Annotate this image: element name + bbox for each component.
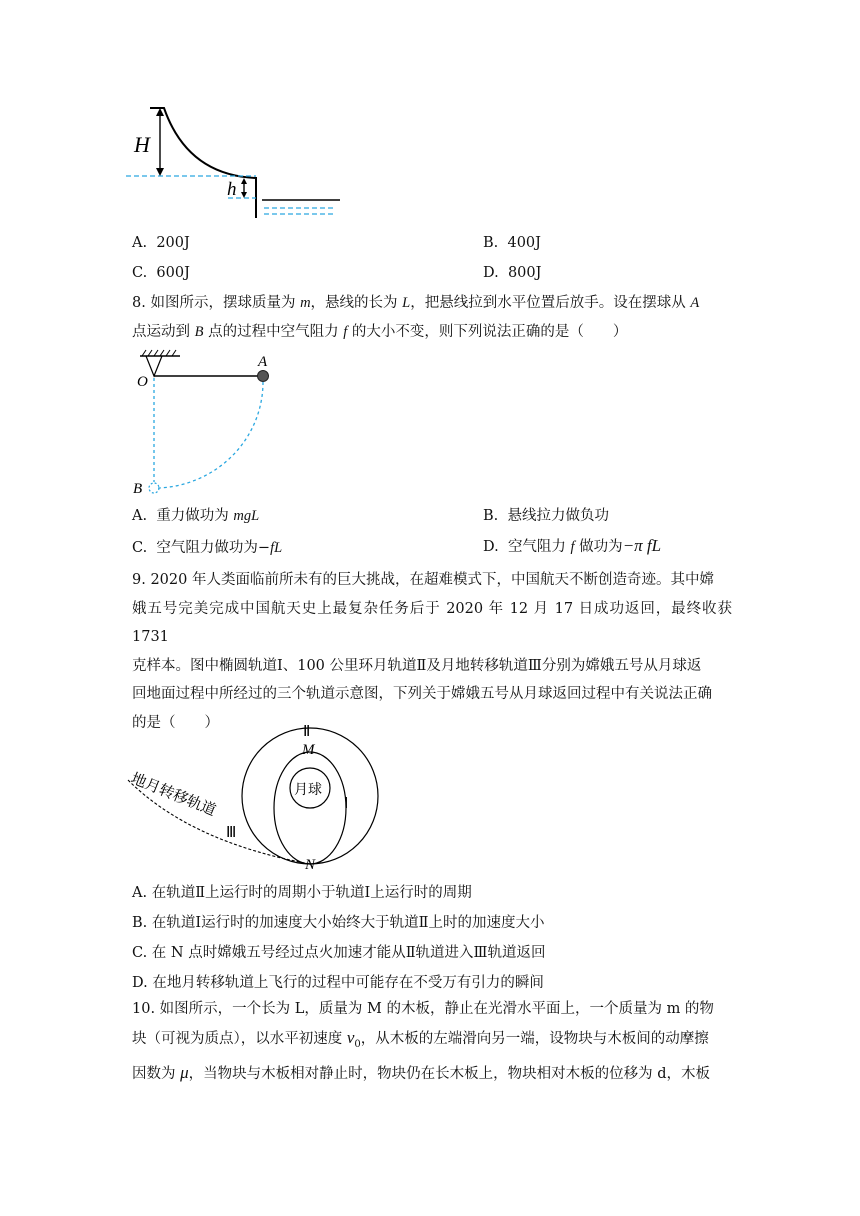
q7-option-c[interactable]: C. 600J <box>132 265 190 281</box>
label-M: M <box>302 742 315 758</box>
ball-at-B <box>149 483 159 493</box>
q9-option-a[interactable]: A. 在轨道Ⅱ上运行时的周期小于轨道Ⅰ上运行时的周期 <box>132 885 472 901</box>
q10-stem: 10. 如图所示，一个长为 L，质量为 M 的木板，静止在光滑水平面上，一个质量为 m 的物 块（可视为质点），以水平初速度 $v_0$，从木板的左端滑向另一端，设物块与木板间的动摩擦 因数为 μ，当物块与木板相对静止时，物块仍在长木板上，物块相对木板的位移为 d，木板 <box>132 1001 714 1082</box>
moon-label: 月球 <box>294 783 322 798</box>
transfer-orbit-label: 地月转移轨道 <box>128 770 218 820</box>
label-h: h <box>227 179 237 200</box>
label-N: N <box>305 857 316 873</box>
label-B: B <box>133 481 143 497</box>
q8-option-c[interactable]: C. 空气阻力做功为−fL <box>132 540 283 556</box>
q9-option-b[interactable]: B. 在轨道Ⅰ运行时的加速度大小始终大于轨道Ⅱ上时的加速度大小 <box>132 915 545 931</box>
q9-stem: 9. 2020 年人类面临前所未有的巨大挑战，在超难模式下，中国航天不断创造奇迹。其中嫦 娥五号完美完成中国航天史上最复杂任务后于 2020 年 12 月 17 日成功返回，最终收获 1731 克样本。图中椭圆轨道Ⅰ、100 公里环月轨道Ⅱ及月地转移轨道Ⅲ分别为嫦娥五号从月球返 回地面过程中所经过的三个轨道示意图，下列关于嫦娥五号从月球返回过程中有关说法正确 的是（ ） <box>132 572 732 731</box>
q7-option-b[interactable]: B. 400J <box>483 235 541 251</box>
q9-figure <box>120 712 420 874</box>
label-O: O <box>137 374 148 390</box>
q7-option-a[interactable]: A. 200J <box>132 235 190 251</box>
q8-option-d[interactable]: D. 空气阻力 f 做功为−π fL <box>483 536 662 555</box>
label-III: Ⅲ <box>226 825 237 841</box>
label-II: Ⅱ <box>303 724 311 740</box>
q7-option-d[interactable]: D. 800J <box>483 265 542 281</box>
ramp-curve <box>150 108 256 218</box>
q8-option-b[interactable]: B. 悬线拉力做负功 <box>483 508 609 524</box>
pendulum-ball <box>258 371 269 382</box>
label-I: Ⅰ <box>344 796 349 812</box>
label-H: H <box>134 132 150 157</box>
label-A: A <box>258 354 268 370</box>
q8-stem: 8. 如图所示，摆球质量为 m，悬线的长为 L，把悬线拉到水平位置后放手。设在摆球从 A 点运动到 B 点的过程中空气阻力 f 的大小不变，则下列说法正确的是（ ） <box>132 295 700 340</box>
q7-figure <box>126 100 346 224</box>
swing-arc <box>158 382 263 488</box>
q9-option-d[interactable]: D. 在地月转移轨道上飞行的过程中可能存在不受万有引力的瞬间 <box>132 975 544 991</box>
q8-option-a[interactable]: A. 重力做功为 mgL <box>132 508 260 524</box>
q9-option-c[interactable]: C. 在 N 点时嫦娥五号经过点火加速才能从Ⅱ轨道进入Ⅲ轨道返回 <box>132 945 546 961</box>
q8-figure <box>130 348 280 498</box>
